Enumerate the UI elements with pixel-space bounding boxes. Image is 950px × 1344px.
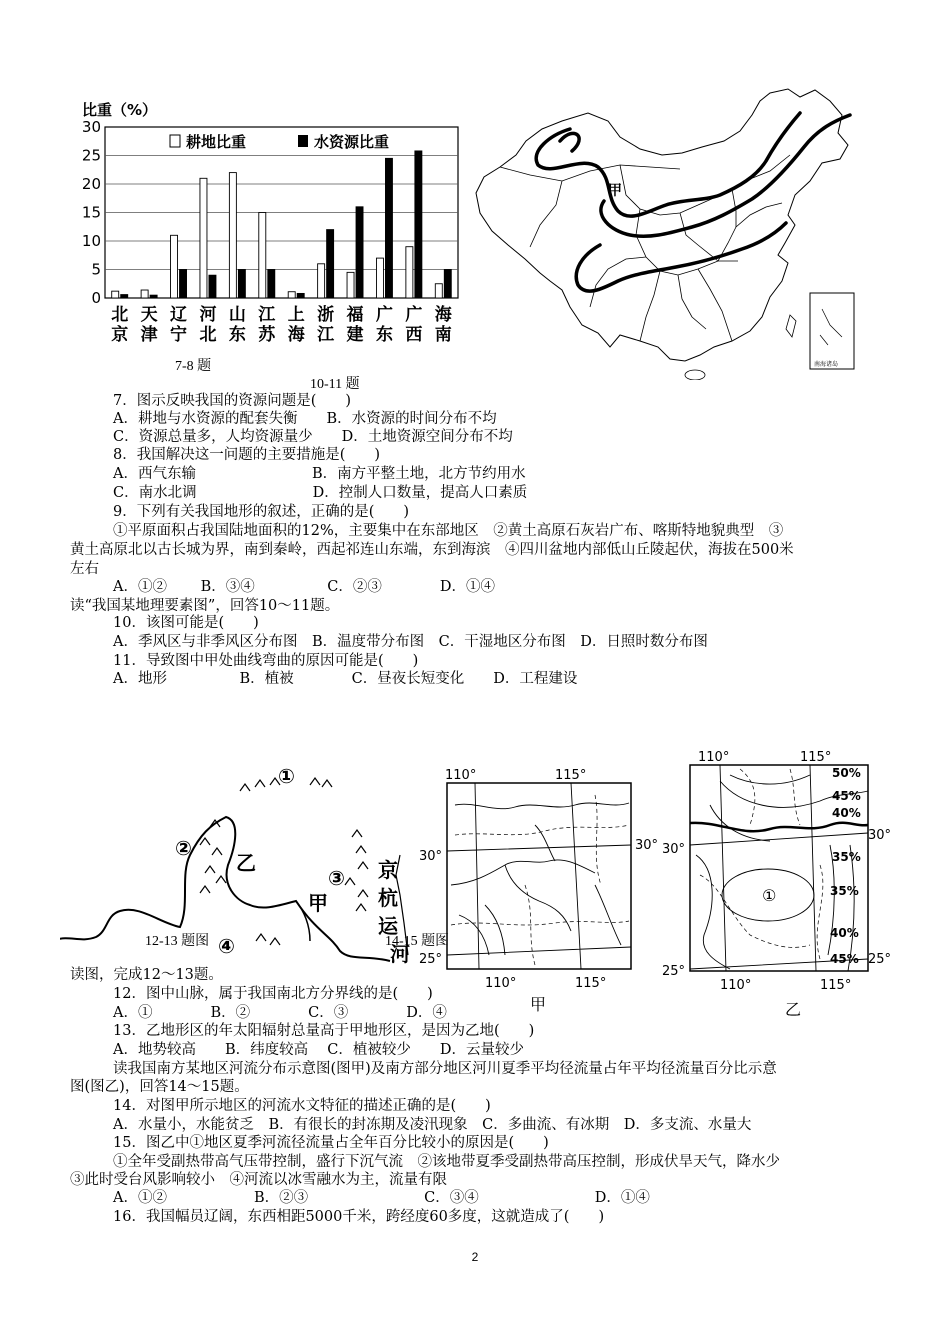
- chart-ylabel: 比重（%）: [82, 101, 158, 119]
- x-tick-label: 建: [346, 325, 364, 345]
- bar-water: [268, 270, 275, 299]
- bar-water: [385, 158, 392, 298]
- x-tick-label: 海: [287, 325, 305, 345]
- y-tick-label: 30: [81, 118, 101, 136]
- x-tick-label: 浙: [317, 305, 335, 325]
- read-14-15-line1: 读我国南方某地区河流分布示意图(图甲)及南方部分地区河川夏季平均径流量占年平均径流量百分比示意: [113, 1061, 777, 1077]
- curve-2: [560, 133, 579, 151]
- iso-35-mid: 35%: [830, 884, 859, 898]
- q13-stem: 13．乙地形区的年太阳辐射总量高于甲地形区，是因为乙地( ): [113, 1023, 535, 1039]
- jia-lon-top-115: 115°: [555, 768, 587, 783]
- legend-label-water: 水资源比重: [314, 133, 390, 151]
- x-tick-label: 东: [228, 325, 246, 345]
- q14-stem: 14．对图甲所示地区的河流水文特征的描述正确的是( ): [113, 1098, 491, 1114]
- yi-lon-top-115: 115°: [800, 750, 832, 765]
- bar-arable: [288, 292, 295, 298]
- q9-line1: ①平原面积占我国陆地面积的12%，主要集中在东部地区 ②黄土高原石灰岩广布、喀斯特地貌典型 ③: [113, 523, 784, 539]
- q12-stem: 12．图中山脉，属于我国南北方分界线的是( ): [113, 986, 433, 1002]
- bar-water: [180, 270, 187, 299]
- q13-options: A．地势较高 B．纬度较高 C．植被较少 D．云量较少: [113, 1042, 524, 1058]
- x-tick-label: 江: [317, 325, 335, 345]
- jia-lon-bot-115: 115°: [575, 976, 607, 991]
- page-number: 2: [471, 1250, 479, 1264]
- canal-char-3: 运: [378, 914, 398, 938]
- q16-stem: 16．我国幅员辽阔，东西相距5000千米，跨经度60多度，这就造成了( ): [113, 1209, 605, 1225]
- caption-10-11: 10-11 题: [310, 377, 360, 392]
- caption-14-15: 14-15 题图: [385, 934, 450, 949]
- legend-swatch-arable: [170, 135, 180, 147]
- yi-lon-bot-110: 110°: [720, 978, 752, 993]
- q15-stem: 15．图乙中①地区夏季河流径流量占全年百分比较小的原因是( ): [113, 1135, 549, 1151]
- map-label-jia: 甲: [608, 183, 622, 199]
- resource-bar-chart: [70, 95, 470, 355]
- caption-12-13: 12-13 题图: [145, 934, 210, 949]
- terrain-map: [60, 755, 443, 970]
- bar-water: [415, 151, 422, 298]
- china-outline: [476, 89, 848, 361]
- yi-lat-30-right: 30°: [868, 828, 892, 843]
- bar-water: [121, 295, 128, 298]
- legend-swatch-water: [298, 135, 308, 147]
- curve-1: [536, 113, 800, 216]
- q9-line2: 黄土高原北以古长城为界，南到秦岭，西起祁连山东端，东到海滨 ④四川盆地内部低山丘陵起伏，海拔在500米: [70, 542, 794, 558]
- bar-arable: [406, 247, 413, 298]
- terrain-circle-4: ④: [218, 934, 235, 958]
- yi-label: 乙: [785, 1000, 802, 1019]
- q9-stem: 9．下列有关我国地形的叙述，正确的是( ): [113, 504, 410, 520]
- q11-stem: 11．导致图中甲处曲线弯曲的原因可能是( ): [113, 653, 419, 669]
- y-tick-label: 0: [91, 289, 101, 307]
- x-tick-label: 天: [140, 305, 158, 325]
- bar-water: [356, 207, 363, 298]
- canal-char-1: 京: [378, 858, 398, 882]
- q14-options: A．水量小，水能贫乏 B．有很长的封冻期及凌汛现象 C．多曲流、有冰期 D．多支流、水量大: [113, 1117, 752, 1133]
- q7-options-cd: C．资源总量多，人均资源量少 D．土地资源空间分布不均: [113, 429, 513, 445]
- iso-45-top: 45%: [832, 789, 861, 803]
- q10-options: A．季风区与非季风区分布图 B．温度带分布图 C．干湿地区分布图 D．日照时数分布图: [113, 634, 708, 650]
- yi-lon-top-110: 110°: [698, 750, 730, 765]
- x-tick-label: 山: [228, 305, 246, 325]
- bar-arable: [435, 284, 442, 298]
- x-tick-label: 东: [375, 325, 393, 345]
- x-tick-label: 江: [258, 305, 276, 325]
- q15-line1: ①全年受副热带高气压带控制，盛行下沉气流 ②该地带夏季受副热带高压控制，形成伏旱天气，降水少: [113, 1154, 780, 1170]
- runoff-map-yi: [660, 745, 900, 1020]
- q11-options: A．地形 B．植被 C．昼夜长短变化 D．工程建设: [113, 671, 578, 687]
- x-tick-label: 广: [375, 305, 393, 325]
- yi-lon-bot-115: 115°: [820, 978, 852, 993]
- q12-options: A．① B．② C．③ D．④: [113, 1005, 447, 1021]
- jia-lat-25: 25°: [419, 952, 443, 967]
- inset-box: [810, 293, 854, 369]
- x-tick-label: 辽: [170, 305, 188, 325]
- bar-arable: [112, 291, 119, 298]
- caption-7-8: 7-8 题: [175, 359, 212, 374]
- q10-stem: 10．该图可能是( ): [113, 615, 259, 631]
- x-tick-label: 宁: [170, 325, 188, 345]
- iso-40-top: 40%: [832, 806, 861, 820]
- jia-lat-30-left: 30°: [419, 849, 443, 864]
- q9-options: A．①② B．③④ C．②③ D．①④: [113, 579, 495, 595]
- bar-water: [444, 270, 451, 299]
- terrain-label-jia: 甲: [308, 891, 328, 915]
- bar-arable: [171, 235, 178, 298]
- yi-circle-1: ①: [762, 886, 777, 905]
- q7-stem: 7．图示反映我国的资源问题是( ): [113, 393, 352, 409]
- x-tick-label: 南: [434, 325, 452, 345]
- legend-label-arable: 耕地比重: [186, 133, 247, 151]
- jia-lat-30-right: 30°: [635, 838, 659, 853]
- x-tick-label: 苏: [258, 325, 276, 345]
- x-tick-label: 福: [346, 305, 364, 325]
- bar-arable: [200, 178, 207, 298]
- q7-options-ab: A．耕地与水资源的配套失衡 B．水资源的时间分布不均: [113, 411, 497, 427]
- yi-lat-30-left: 30°: [662, 842, 686, 857]
- canal-char-2: 杭: [378, 886, 398, 910]
- x-tick-label: 上: [287, 305, 305, 325]
- x-tick-label: 北: [111, 305, 129, 325]
- x-tick-label: 海: [434, 305, 452, 325]
- bar-water: [297, 293, 304, 298]
- yi-thick-line: [690, 823, 868, 832]
- y-tick-label: 15: [81, 203, 101, 222]
- iso-35-top: 35%: [832, 850, 861, 864]
- bar-water: [150, 295, 157, 298]
- read-10-11: 读“我国某地理要素图”，回答10～11题。: [70, 598, 340, 614]
- x-tick-label: 西: [405, 325, 423, 345]
- iso-40-bottom: 40%: [830, 926, 859, 940]
- curve-4: [576, 223, 786, 291]
- terrain-circle-3: ③: [328, 866, 345, 890]
- jia-label: 甲: [530, 995, 547, 1014]
- yi-lat-25-right: 25°: [868, 952, 892, 967]
- read-14-15-line2: 图(图乙)，回答14～15题。: [70, 1079, 249, 1095]
- bar-arable: [259, 213, 266, 299]
- china-map: [470, 85, 860, 380]
- terrain-label-yi: 乙: [236, 851, 256, 875]
- read-12-13: 读图，完成12～13题。: [70, 967, 223, 983]
- x-tick-label: 北: [199, 325, 217, 345]
- bar-water: [238, 270, 245, 299]
- iso-45-bottom: 45%: [830, 952, 859, 966]
- q9-line3: 左右: [70, 561, 99, 577]
- bar-arable: [318, 264, 325, 298]
- y-tick-label: 25: [81, 146, 101, 165]
- yi-lat-25-left: 25°: [662, 964, 686, 979]
- x-tick-label: 津: [140, 325, 158, 345]
- bar-water: [209, 275, 216, 298]
- river-map-jia: [415, 765, 665, 1015]
- q8-options-ab: A．西气东输 B．南方平整土地，北方节约用水: [113, 466, 526, 482]
- bar-arable: [229, 173, 236, 298]
- bar-arable: [347, 272, 354, 298]
- jia-lon-bot-110: 110°: [485, 976, 517, 991]
- terrain-circle-1: ①: [278, 764, 295, 788]
- iso-50: 50%: [832, 766, 861, 780]
- q15-options: A．①② B．②③ C．③④ D．①④: [113, 1190, 650, 1206]
- inset-label: 南海诸岛: [814, 361, 839, 368]
- y-tick-label: 5: [91, 260, 101, 279]
- jia-frame: [447, 783, 631, 969]
- q8-stem: 8．我国解决这一问题的主要措施是( ): [113, 447, 381, 463]
- jia-lon-top-110: 110°: [445, 768, 477, 783]
- bar-arable: [376, 258, 383, 298]
- x-tick-label: 河: [199, 305, 217, 325]
- terrain-circle-2: ②: [175, 836, 192, 860]
- x-tick-label: 京: [111, 325, 129, 345]
- canal-char-4: 河: [390, 942, 410, 966]
- x-tick-label: 广: [405, 305, 423, 325]
- q8-options-cd: C．南水北调 D．控制人口数量，提高人口素质: [113, 485, 528, 501]
- y-tick-label: 20: [81, 175, 101, 193]
- bar-arable: [141, 290, 148, 298]
- bar-water: [327, 230, 334, 298]
- y-tick-label: 10: [81, 232, 101, 250]
- q15-line2: ③此时受台风影响较小 ④河流以冰雪融水为主，流量有限: [70, 1172, 447, 1188]
